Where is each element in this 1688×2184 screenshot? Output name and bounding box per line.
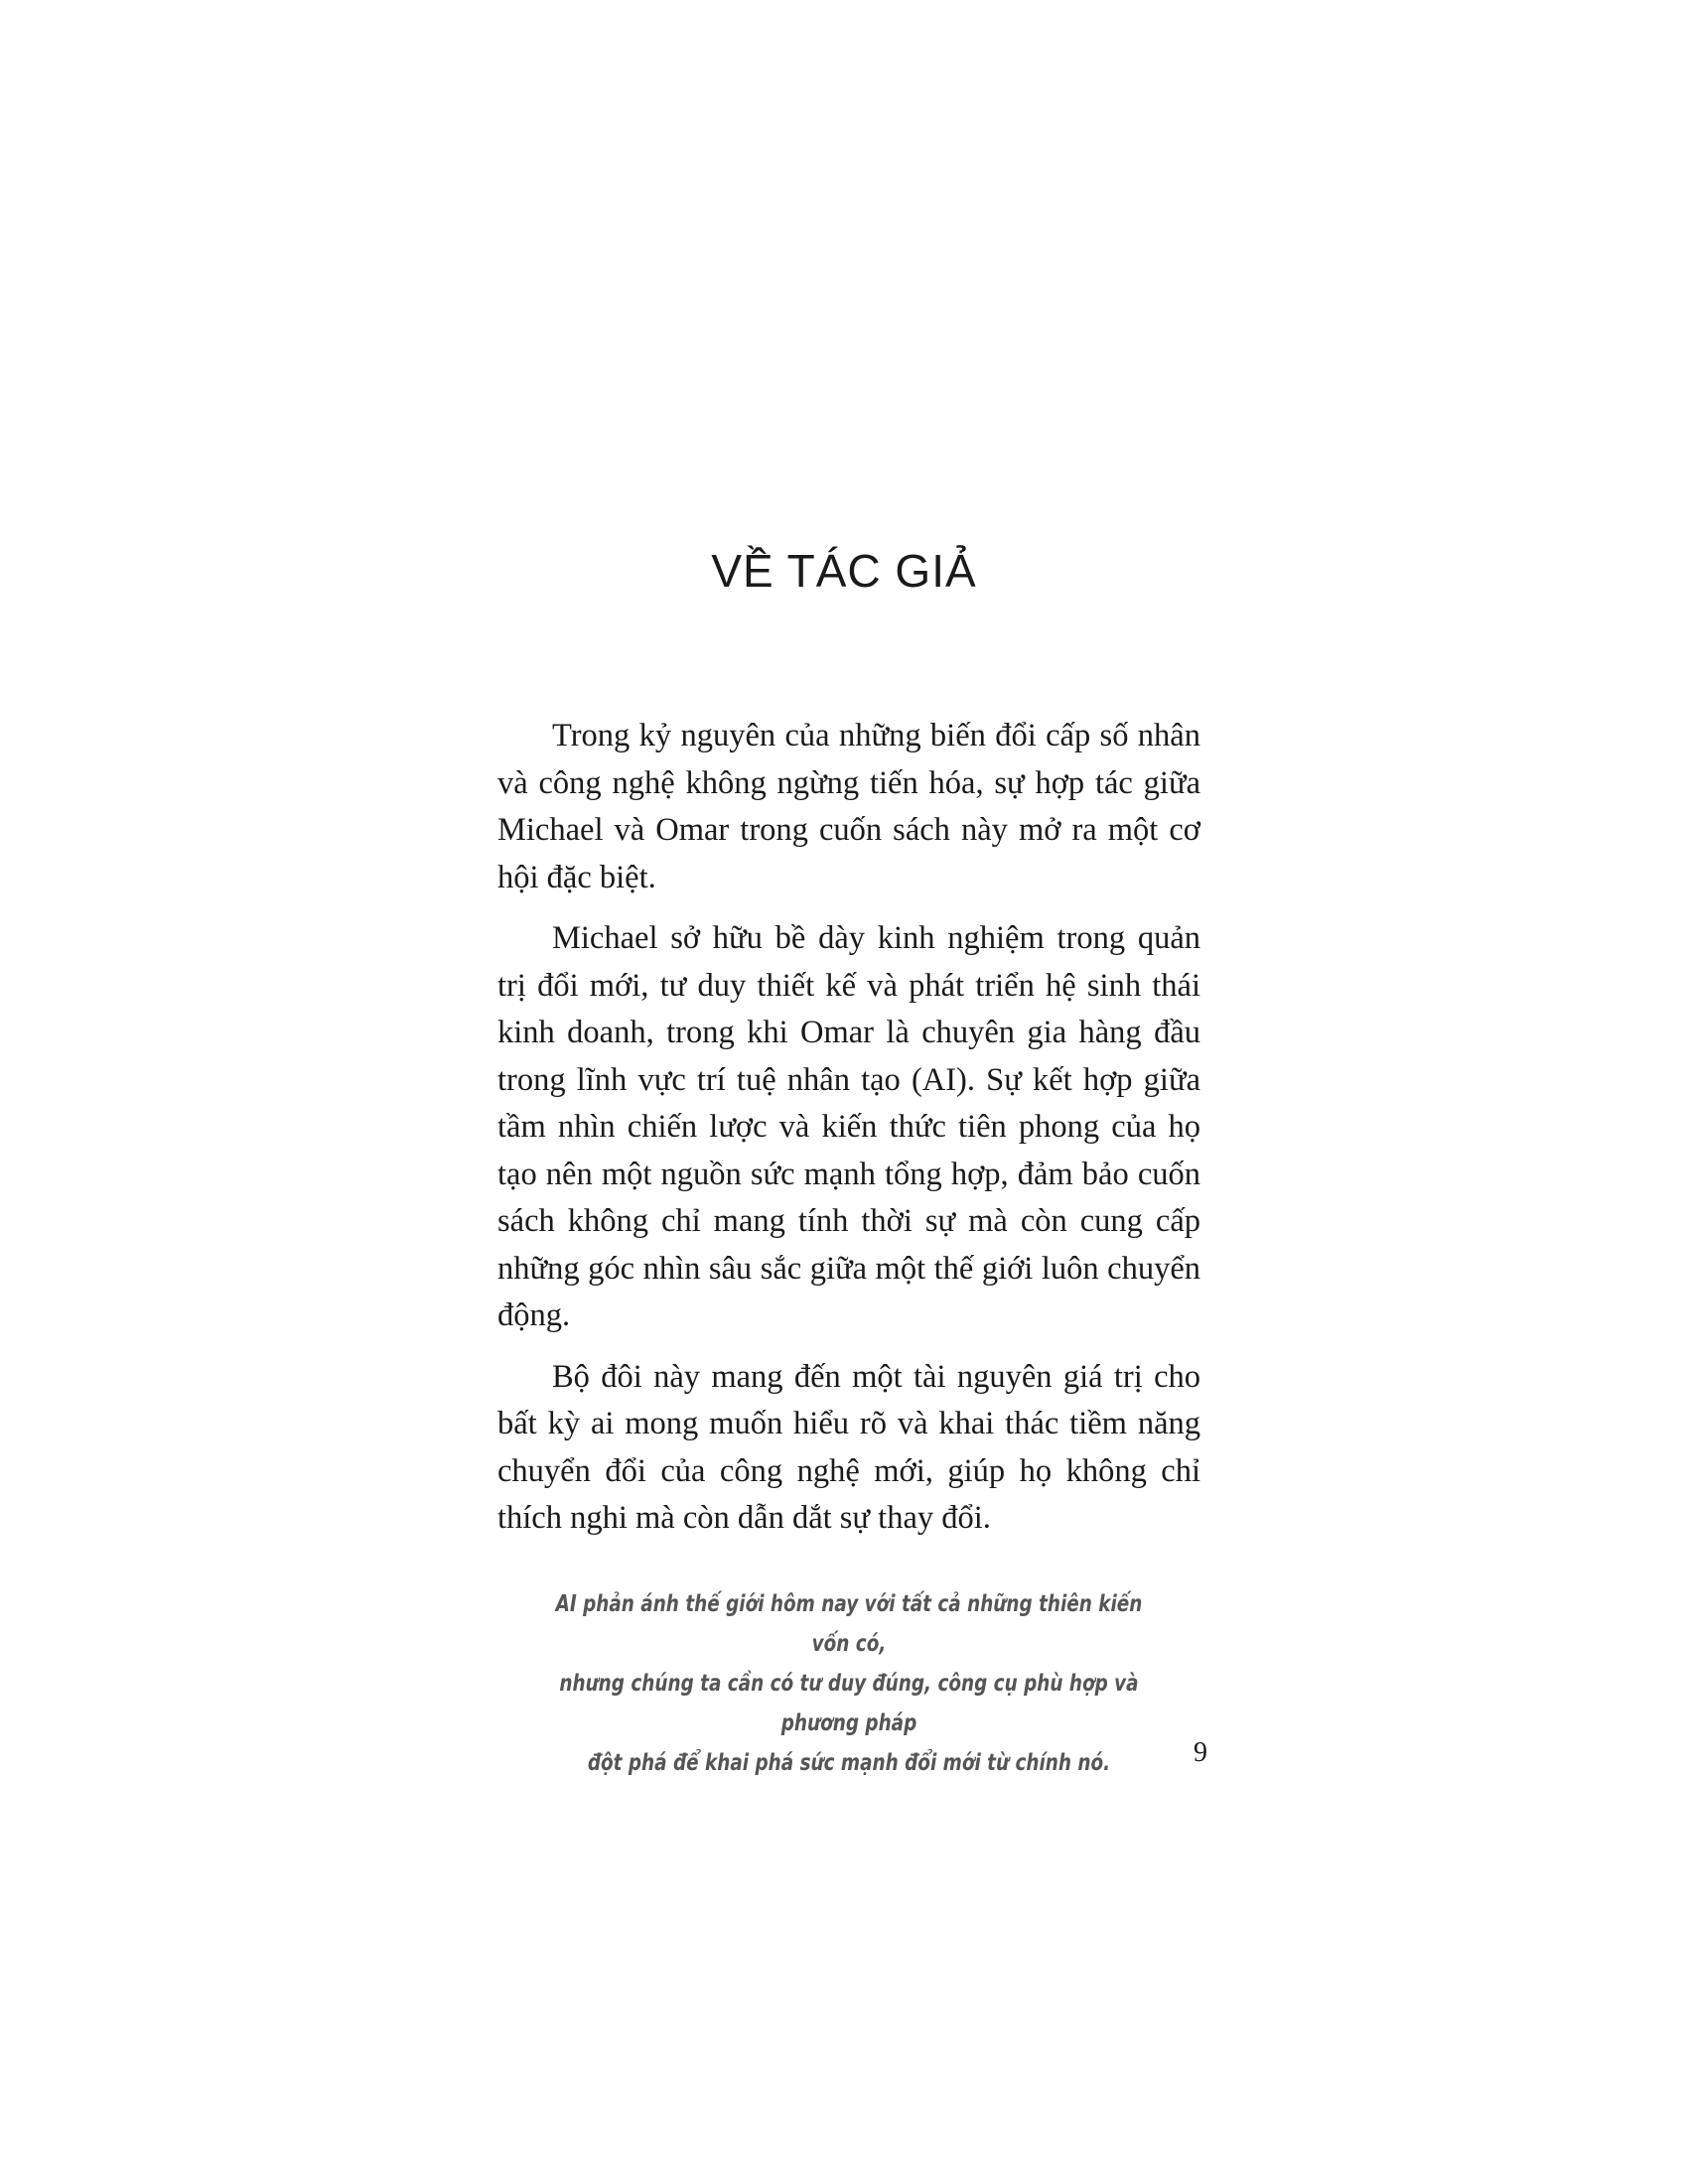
chapter-title: VỀ TÁC GIẢ [711,545,977,597]
paragraph-authors: Michael sở hữu bề dày kinh nghiệm trong quản trị đổi mới, tư duy thiết kế và phát triển hệ sinh thái kinh doanh, trong khi Omar là chuyên gia hàng đầu trong lĩnh vực trí tuệ nhân tạo (AI). Sự kết hợp giữa tầm nhìn chiến lược và kiến thức tiên phong của họ tạo nên một nguồn sức mạnh tổng hợp, đảm bảo cuốn sách không chỉ mang tính thời sự mà còn cung cấp những góc nhìn sâu sắc giữa một thế giới luôn chuyển động. [497,920,1200,1333]
pull-quote-line: AI phản ánh thế giới hôm nay với tất cả những thiên kiến vốn có, [555,1591,1143,1657]
pull-quote-line: đột phá để khai phá sức mạnh đổi mới từ chính nó. [587,1750,1111,1776]
pull-quote-line: nhưng chúng ta cần có tư duy đúng, công cụ phù hợp và phương pháp [559,1671,1139,1736]
body-text [497,713,1200,1557]
paragraph-intro: Trong kỷ nguyên của những biến đổi cấp số nhân và công nghệ không ngừng tiến hóa, sự hợp tác giữa Michael và Omar trong cuốn sách này mở ra một cơ hội đặc biệt. [497,718,1200,895]
page-number: 9 [1194,1737,1207,1768]
paragraph-value: Bộ đôi này mang đến một tài nguyên giá trị cho bất kỳ ai mong muốn hiểu rõ và khai thác tiềm năng chuyển đổi của công nghệ mới, giúp họ không chỉ thích nghi mà còn dẫn dắt sự thay đổi. [497,1358,1200,1536]
pull-quote [551,1584,1147,1783]
